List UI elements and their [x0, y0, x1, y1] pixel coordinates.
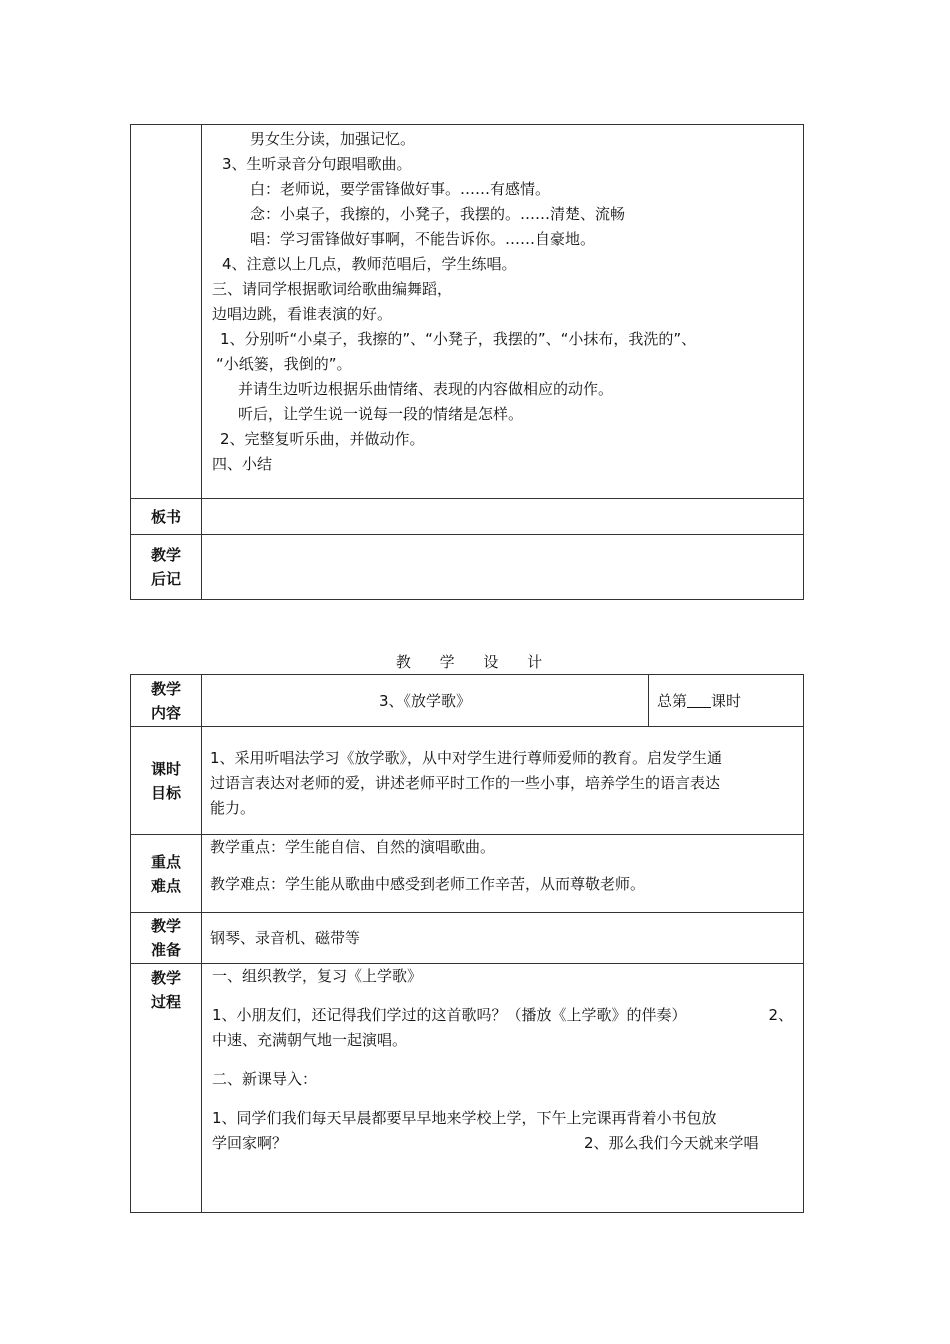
process-text-2b: 学回家啊？ [212, 1134, 288, 1152]
goal-label-line2: 目标 [150, 783, 181, 802]
process-line: 唱：学习雷锋做好事啊，不能告诉你。……自豪地。 [250, 230, 596, 248]
key-label-line2: 难点 [150, 876, 181, 895]
total-lesson-count [649, 675, 803, 726]
content-label-cell [131, 675, 202, 727]
prep-content-cell [202, 913, 804, 964]
process-line: 念：小桌子，我擦的，小凳子，我摆的。……清楚、流畅 [250, 205, 626, 223]
key-content-cell [202, 835, 804, 913]
afterword-label-line1: 教学 [150, 546, 181, 564]
process-text-1b: 2、 [768, 1006, 793, 1024]
process-line: 男女生分读，加强记忆。 [250, 130, 416, 148]
content-label-line2: 内容 [150, 703, 181, 722]
afterword-label-line2: 后记 [150, 570, 181, 588]
goal-line: 能力。 [210, 799, 256, 817]
content-value-cell [202, 675, 804, 727]
afterword-content-cell [202, 535, 804, 600]
prep-label-cell [131, 913, 202, 964]
process-label-cell [131, 125, 202, 499]
process-line: 3、生听录音分句跟唱歌曲。 [222, 155, 412, 173]
board-label-cell [131, 499, 202, 535]
process-text-1a: 1、小朋友们，还记得我们学过的这首歌吗？（播放《上学歌》的伴奏） [212, 1006, 687, 1024]
process-line: 4、注意以上几点，教师范唱后，学生练唱。 [222, 255, 517, 273]
process2-label-line1: 教学 [150, 969, 181, 987]
afterword-label-cell [131, 535, 202, 600]
total-prefix: 总第 [657, 692, 688, 710]
board-label: 板书 [150, 507, 181, 526]
process-heading-1: 一、组织教学，复习《上学歌》 [212, 967, 423, 985]
process2-content-cell [202, 964, 804, 1213]
board-content-cell [202, 499, 804, 535]
process-line: 1、分别听“小桌子，我擦的”、“小凳子，我摆的”、“小抹布，我洗的”、 [220, 330, 697, 348]
total-suffix: 课时 [711, 692, 742, 710]
process2-label-cell [131, 964, 202, 1213]
lesson-design-table [130, 674, 804, 1213]
process-line: 三、请同学根据歌词给歌曲编舞蹈， [212, 280, 453, 298]
process-line: 并请生边听边根据乐曲情绪、表现的内容做相应的动作。 [238, 380, 614, 398]
key-point: 教学重点：学生能自信、自然的演唱歌曲。 [210, 838, 496, 856]
goal-line: 1、采用听唱法学习《放学歌》，从中对学生进行尊师爱师的教育。启发学生通 [210, 749, 723, 767]
goal-line: 过语言表达对老师的爱，讲述老师平时工作的一些小事，培养学生的语言表达 [210, 774, 721, 792]
goal-label-line1: 课时 [150, 759, 181, 778]
lesson-table-continued [130, 124, 804, 600]
process-text-2c: 2、那么我们今天就来学唱 [584, 1134, 759, 1152]
process-line: 四、小结 [212, 455, 273, 473]
process-content-cell [202, 125, 804, 499]
process-line: 听后，让学生说一说每一段的情绪是怎样。 [238, 405, 524, 423]
prep-label-line2: 准备 [150, 941, 181, 959]
goal-label-cell [131, 727, 202, 835]
process-paragraph-2b [212, 1131, 793, 1156]
content-label-line1: 教学 [150, 679, 181, 698]
key-label-cell [131, 835, 202, 913]
lesson-title: 3、《放学歌》 [202, 675, 649, 726]
process-lines [202, 125, 803, 477]
lesson-number-blank [687, 693, 711, 708]
process-line: 边唱边跳，看谁表演的好。 [212, 305, 393, 323]
process-line: 白：老师说，要学雷锋做好事。……有感情。 [250, 180, 551, 198]
process-paragraph-1c: 中速、充满朝气地一起演唱。 [212, 1031, 408, 1049]
difficult-point: 教学难点：学生能从歌曲中感受到老师工作辛苦，从而尊敬老师。 [210, 875, 646, 893]
process-line: “小纸篓，我倒的”。 [216, 355, 352, 373]
process-paragraph-1a [212, 1003, 793, 1028]
prep-value: 钢琴、录音机、磁带等 [210, 928, 361, 947]
page-title: 教 学 设 计 [395, 653, 555, 671]
key-label-line1: 重点 [150, 852, 181, 871]
goal-content-cell [202, 727, 804, 835]
prep-label-line1: 教学 [150, 917, 181, 935]
process2-label-line2: 过程 [150, 993, 181, 1011]
process-heading-2: 二、新课导入： [212, 1070, 318, 1088]
process-paragraph-2a: 1、同学们我们每天早晨都要早早地来学校上学，下午上完课再背着小书包放 [212, 1109, 717, 1127]
process-line: 2、完整复听乐曲，并做动作。 [220, 430, 425, 448]
